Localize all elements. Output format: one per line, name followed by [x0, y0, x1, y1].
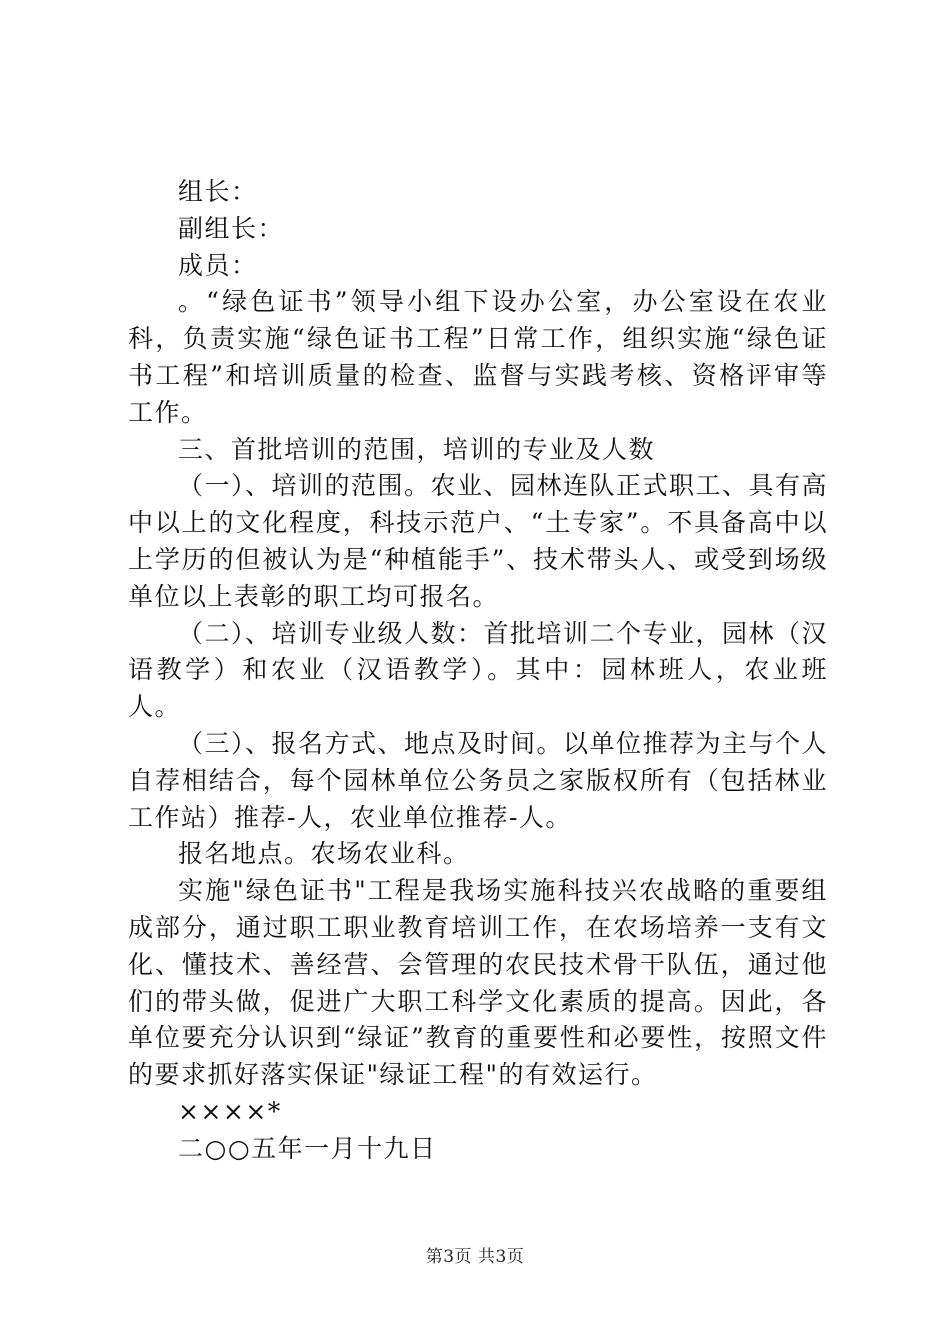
- members-line: 成员：: [178, 250, 258, 280]
- page-number-footer: 第3页 共3页: [425, 1247, 525, 1267]
- signature-line: ××××*: [178, 1096, 282, 1126]
- leader-line: 组长：: [178, 177, 258, 206]
- training-specialty-paragraph: （二）、培训专业级人数：首批培训二个专业，园林（汉语教学）和农业（汉语教学）。其中：园林班人，农业班人。: [128, 618, 829, 722]
- conclusion-paragraph: 实施"绿色证书"工程是我场实施科技兴农战略的重要组成部分，通过职工职业教育培训工作，在农场培养一支有文化、懂技术、善经营、会管理的农民技术骨干队伍，通过他们的带头做，促进广大职工科学文化素质的提高。因此，各单位要充分认识到“绿证”教育的重要性和必要性，按照文件的要求抓好落实保证"绿证工程"的有效运行。: [128, 876, 828, 1090]
- section-heading: 三、首批培训的范围，培训的专业及人数: [178, 434, 656, 464]
- office-paragraph: 。“绿色证书”领导小组下设办公室，办公室设在农业科，负责实施“绿色证书工程”日常工作，组织实施“绿色证书工程”和培训质量的检查、监督与实践考核、资格评审等工作。: [128, 287, 828, 427]
- document-body: [128, 174, 828, 1168]
- training-scope-paragraph: （一）、培训的范围。农业、园林连队正式职工、具有高中以上的文化程度，科技示范户、“土专家”。不具备高中以上学历的但被认为是“种植能手”、技术带头人、或受到场级单位以上表彰的职工均可报名。: [128, 471, 829, 611]
- registration-location-line: 报名地点。农场农业科。: [178, 839, 470, 869]
- deputy-leader-line: 副组长：: [178, 213, 285, 243]
- registration-method-paragraph: （三）、报名方式、地点及时间。以单位推荐为主与个人自荐相结合，每个园林单位公务员之家版权所有（包括林业工作站）推荐-人，农业单位推荐-人。: [128, 728, 829, 832]
- date-line: 二○○五年一月十九日: [178, 1133, 437, 1163]
